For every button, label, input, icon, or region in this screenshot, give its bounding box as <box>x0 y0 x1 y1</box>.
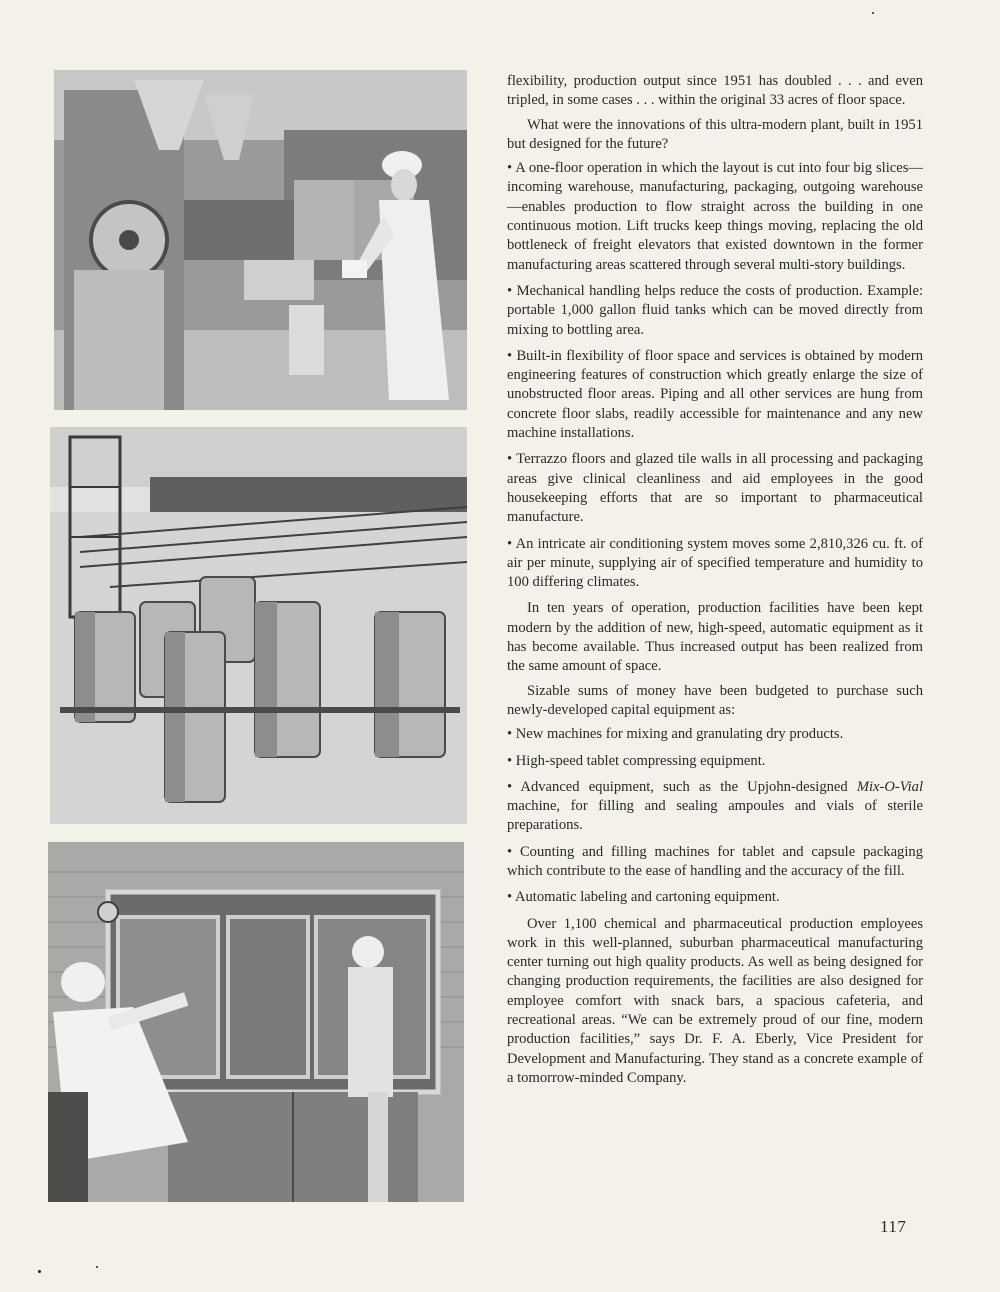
paper-speck <box>96 1266 98 1268</box>
bullet-mechanical-handling: • Mechanical handling helps reduce the costs of production. Example: portable 1,000 gallon fluid tanks which can be moved directly from mixing to bottling area. <box>507 282 923 338</box>
bullet-built-in-flexibility: • Built-in flexibility of floor space and services is obtained by modern engineering features of construction which greatly enlarge the size of unobstructed floor areas. Piping and all other services are hung from concrete floor slabs, readily accessible for maintenance and any new machine installations. <box>507 347 923 442</box>
bullet-labeling-cartoning: • Automatic labeling and cartoning equipment. <box>507 889 780 906</box>
storage-tanks-exterior-photo <box>50 427 467 824</box>
paragraph-continuation: flexibility, production output since 1951 has doubled . . . and even tripled, in some cases . . . within the original 33 acres of floor space. <box>507 73 923 109</box>
mixovial-before: • Advanced equipment, such as the Upjohn-designed <box>507 778 857 795</box>
bullet-terrazzo-floors: • Terrazzo floors and glazed tile walls in all processing and packaging areas give clinical cleanliness and aid employees in the good housekeeping efforts that are so important to pharmaceutical manufacture. <box>507 451 923 526</box>
page-number: 117 <box>880 1217 907 1236</box>
tablet-press-operator-photo <box>54 70 467 410</box>
bullet-tablet-compressing: • High-speed tablet compressing equipment. <box>507 752 766 769</box>
mixovial-machine-name: Mix-O-Vial <box>856 778 923 795</box>
bullet-mixing-machines: • New machines for mixing and granulating dry products. <box>507 726 844 743</box>
paragraph-innovations-question: What were the innovations of this ultra-modern plant, built in 1951 but designed for the future? <box>507 116 923 152</box>
paragraph-ten-years-operation: In ten years of operation, production facilities have been kept modern by the addition of new, high-speed, automatic equipment as it has become available. Thus increased output has been realized from the same amount of space. <box>507 600 923 675</box>
bullet-counting-filling: • Counting and filling machines for tablet and capsule packaging which contribute to the ease of handling and the accuracy of the fill. <box>507 843 923 879</box>
paragraph-sizable-sums: Sizable sums of money have been budgeted to purchase such newly-developed capital equipment as: <box>507 682 923 718</box>
bullet-advanced-equipment <box>507 778 923 836</box>
mixovial-after: machine, for filling and sealing ampoules and vials of sterile preparations. <box>507 798 923 834</box>
paragraph-closing: Over 1,100 chemical and pharmaceutical production employees work in this well-planned, suburban pharmaceutical manufacturing center turning out high quality products. As well as being designed for changing production requirements, the facilities are also designed for employee comfort with snack bars, a spacious cafeteria, and recreational areas. “We can be extremely proud of our fine, modern production facilities,” says Dr. F. A. Eberly, Vice President for Development and Manufacturing. They stand as a concrete example of a tomorrow-minded Company. <box>507 915 923 1086</box>
sterile-filling-room-photo <box>48 842 464 1202</box>
bullet-one-floor-operation: • A one-floor operation in which the layout is cut into four big slices—incoming warehouse, manufacturing, packaging, outgoing warehouse—enables production to flow straight across the building in one continuous motion. Lift trucks keep things moving, replacing the old bottleneck of freight elevators that existed downtown in the former manufacturing areas scattered through several multi-story buildings. <box>507 160 923 273</box>
article-text-column <box>507 72 923 1093</box>
paper-speck <box>38 1270 41 1273</box>
paper-speck <box>872 12 874 14</box>
bullet-air-conditioning: • An intricate air conditioning system moves some 2,810,326 cu. ft. of air per minute, supplying air of specified temperature and humidity to 100 differing climates. <box>507 535 923 591</box>
